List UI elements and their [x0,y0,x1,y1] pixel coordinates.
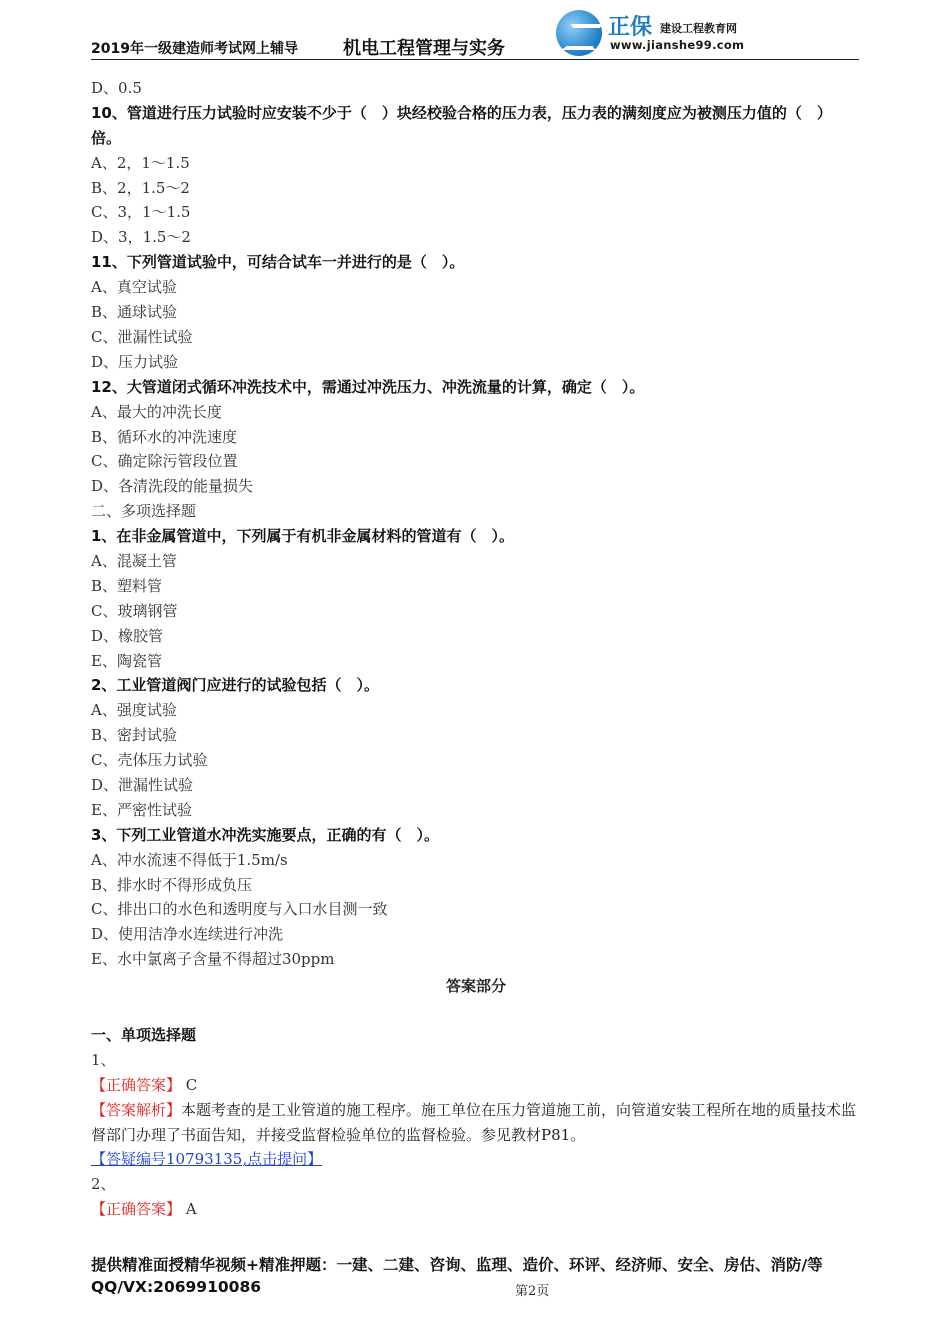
header-course-title: 2019年一级建造师考试网上辅导 [91,41,298,57]
option-line: D、橡胶管 [91,626,164,645]
correct-answer-label: 【正确答案】 [91,1075,182,1094]
logo-tagline: 建设工程教育网 [660,22,737,35]
correct-answer-value: A [185,1200,197,1219]
option-line: A、强度试验 [91,701,177,720]
ask-question-link[interactable]: 【答疑编号10793135,点击提问】 [91,1150,323,1169]
brand-logo[interactable] [556,8,746,58]
logo-url: www.jianshe99.com [610,38,745,52]
option-line: D、3，1.5～2 [91,228,191,247]
answers-title: 答案部分 [445,977,506,996]
section-heading-multi: 二、多项选择题 [91,502,197,521]
option-line: C、壳体压力试验 [91,751,208,770]
question-link-row [91,1147,861,1172]
option-line: C、泄漏性试验 [91,327,193,346]
option-line: D、0.5 [91,79,142,97]
option-line: B、塑料管 [91,576,163,595]
question-12: 12、大管道闭式循环冲洗技术中，需通过冲洗压力、冲洗流量的计算，确定（ ）。 [91,377,645,396]
analysis-label: 【答案解析】 [91,1100,182,1119]
answer-number: 2、 [91,1175,116,1194]
option-line: E、陶瓷管 [91,651,162,670]
option-line: C、确定除污管段位置 [91,452,238,471]
option-line: C、3，1～1.5 [91,203,191,222]
option-line: D、使用洁净水连续进行冲洗 [91,925,284,944]
question-10: 10、管道进行压力试验时应安装不少于（ ）块经校验合格的压力表，压力表的满刻度应为被测压力值的（ ）倍。 [91,103,832,147]
page-number: 第2页 [515,1284,550,1299]
option-line: B、排水时不得形成负压 [91,875,253,894]
question-multi-1: 1、在非金属管道中，下列属于有机非金属材料的管道有（ ）。 [91,527,514,546]
option-line: A、混凝土管 [91,551,177,570]
header-divider [91,59,859,60]
option-line: C、玻璃钢管 [91,601,178,620]
option-line: B、密封试验 [91,726,178,745]
option-line: D、各清洗段的能量损失 [91,477,254,496]
correct-answer-label: 【正确答案】 [91,1200,182,1219]
option-line: A、2，1～1.5 [91,153,190,172]
option-line: A、真空试验 [91,278,177,297]
answer-row [91,1197,861,1222]
option-line: D、压力试验 [91,352,179,371]
question-multi-3: 3、下列工业管道水冲洗实施要点，正确的有（ ）。 [91,825,439,844]
option-line: E、严密性试验 [91,800,192,819]
answer-analysis [91,1098,861,1148]
option-line: D、泄漏性试验 [91,775,194,794]
footer-promo: 提供精准面授精华视频+精准押题：一建、二建、咨询、监理、造价、环评、经济师、安全、房估、消防/等 [91,1256,823,1274]
option-line: B、2，1.5～2 [91,178,190,197]
answers-section-heading: 一、单项选择题 [91,1025,197,1044]
option-line: B、通球试验 [91,303,178,322]
option-line: A、最大的冲洗长度 [91,402,222,421]
answer-row [91,1073,861,1098]
option-line: C、排出口的水色和透明度与入口水目测一致 [91,900,388,919]
document-body [91,76,861,1222]
logo-brand-name: 正保 [608,15,653,40]
option-line: B、循环水的冲洗速度 [91,427,238,446]
logo-emblem-icon [556,10,602,56]
answer-number: 1、 [91,1050,116,1069]
option-line: E、水中氯离子含量不得超过30ppm [91,950,335,969]
header-subject-title: 机电工程管理与实务 [343,38,505,59]
question-multi-2: 2、工业管道阀门应进行的试验包括（ ）。 [91,676,379,695]
correct-answer-value: C [185,1075,198,1094]
option-line: A、冲水流速不得低于1.5m/s [91,850,288,869]
analysis-text: 本题考查的是工业管道的施工程序。施工单位在压力管道施工前，向管道安装工程所在地的质量技术监督部门办理了书面告知，并接受监督检验单位的监督检验。参见教材P81。 [91,1100,857,1144]
spacer [91,999,861,1023]
question-11: 11、下列管道试验中，可结合试车一并进行的是（ ）。 [91,253,465,272]
footer-contact: QQ/VX:2069910086 [91,1278,262,1296]
